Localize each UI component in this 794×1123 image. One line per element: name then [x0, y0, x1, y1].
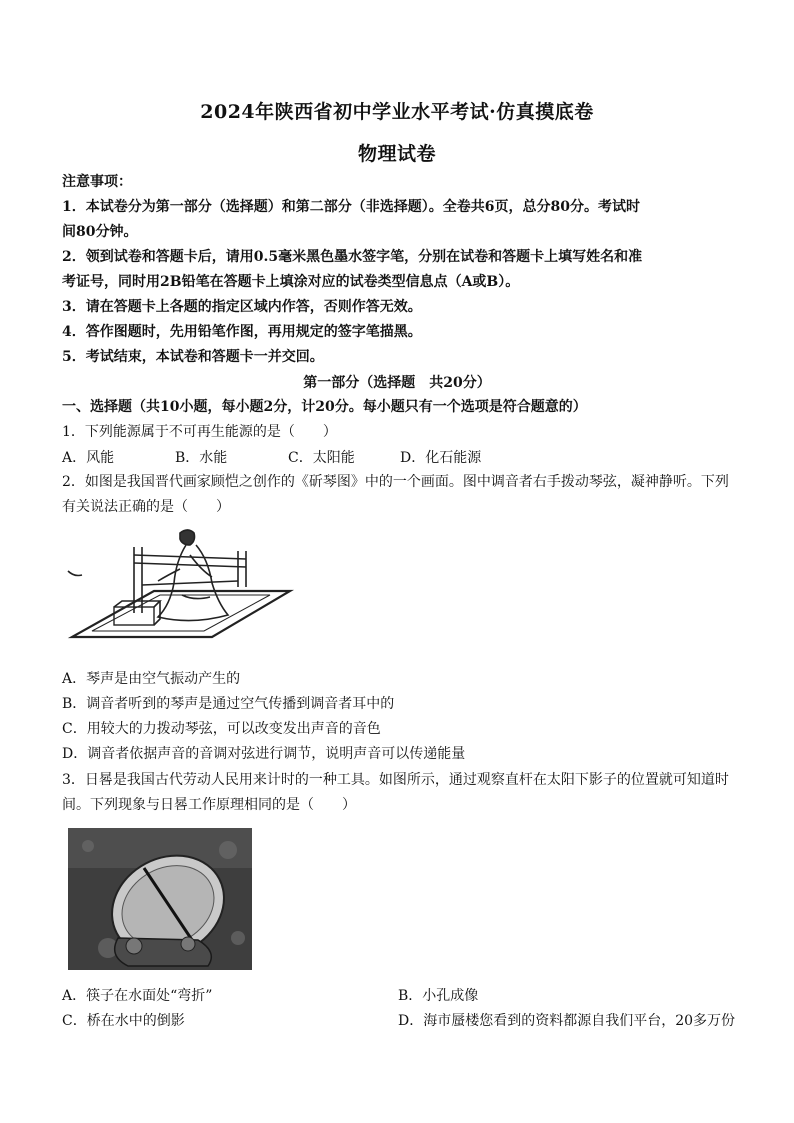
q3-option-a: A．筷子在水面处“弯折”	[62, 988, 213, 1004]
q2-stem-cont: 有关说法正确的是（ ）	[62, 499, 230, 515]
q3-option-d: D．海市蜃楼您看到的资料都源自我们平台，20多万份	[398, 1013, 736, 1029]
q1-option-b: B．水能	[175, 450, 228, 466]
note-3: 3．请在答题卡上各题的指定区域内作答，否则作答无效。	[62, 299, 422, 315]
q3-option-c: C．桥在水中的倒影	[62, 1013, 185, 1029]
note-5: 5．考试结束，本试卷和答题卡一并交回。	[62, 349, 324, 365]
q1-option-a: A．风能	[62, 450, 115, 466]
q2-option-a: A．琴声是由空气振动产生的	[62, 671, 241, 687]
q2-option-b: B．调音者听到的琴声是通过空气传播到调音者耳中的	[62, 696, 395, 712]
note-4: 4．答作图题时，先用铅笔作图，再用规定的签字笔描黑。	[62, 324, 422, 340]
q2-option-d: D．调音者依据声音的音调对弦进行调节，说明声音可以传递能量	[62, 746, 466, 762]
part1-heading: 第一部分（选择题 共20分）	[303, 375, 491, 391]
note-1: 1．本试卷分为第一部分（选择题）和第二部分（非选择题）。全卷共6页，总分80分。考试时	[62, 199, 640, 215]
q3-option-b: B．小孔成像	[398, 988, 479, 1004]
q3-stem: 3．日晷是我国古代劳动人民用来计时的一种工具。如图所示，通过观察直杆在太阳下影子的位置就可知道时	[62, 772, 729, 788]
note-1-cont: 间80分钟。	[62, 224, 138, 240]
note-2-cont: 考证号，同时用2B铅笔在答题卡上填涂对应的试卷类型信息点（A或B）。	[62, 274, 520, 290]
exam-subtitle: 物理试卷	[357, 143, 436, 165]
q1-option-c: C．太阳能	[288, 450, 355, 466]
q2-option-c: C．用较大的力拨动琴弦，可以改变发出声音的音色	[62, 721, 381, 737]
guqin-painting-figure	[62, 525, 297, 650]
section-heading: 一、选择题（共10小题，每小题2分，计20分。每小题只有一个选项是符合题意的）	[62, 399, 587, 415]
q1-option-d: D．化石能源	[400, 450, 482, 466]
exam-title: 2024年陕西省初中学业水平考试·仿真摸底卷	[200, 101, 594, 123]
sundial-photo-figure	[68, 828, 252, 970]
notes-heading: 注意事项：	[62, 174, 132, 190]
note-2: 2．领到试卷和答题卡后，请用0.5毫米黑色墨水签字笔，分别在试卷和答题卡上填写姓名和准	[62, 249, 643, 265]
q1-stem: 1．下列能源属于不可再生能源的是（ ）	[62, 424, 337, 440]
q2-stem: 2．如图是我国晋代画家顾恺之创作的《斫琴图》中的一个画面。图中调音者右手拨动琴弦，凝神静听。下列	[62, 474, 729, 490]
q3-stem-cont: 间。下列现象与日晷工作原理相同的是（ ）	[62, 797, 356, 813]
